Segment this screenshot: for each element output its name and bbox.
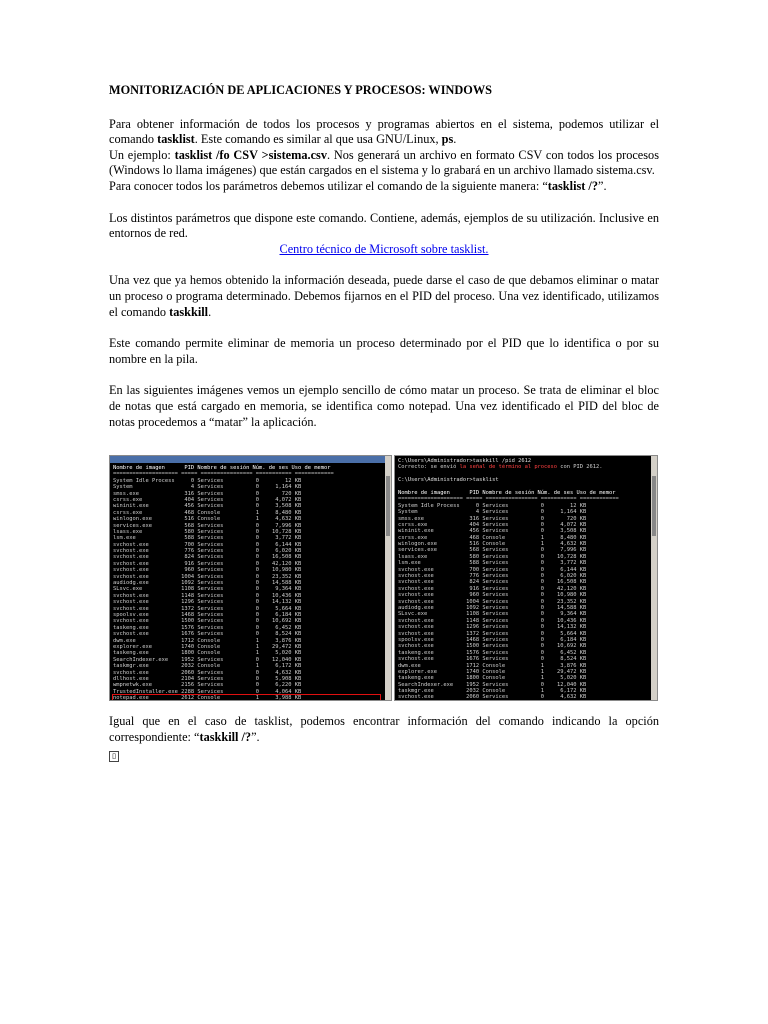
console-divider: ==================== ===== ================ =========== ============ [113,471,334,478]
process-row: svchost.exe 1296 Services 0 14,132 KB [398,624,587,631]
process-row: lsm.exe 588 Services 0 3,772 KB [398,560,587,567]
console-header: Nombre de imagen PID Nombre de sesión Núm. de ses Uso de memor [113,465,331,471]
process-row: SLsvc.exe 1108 Services 0 9,364 KB [398,611,587,618]
paragraph-example-kill: En las siguientes imágenes vemos un ejemplo sencillo de cómo matar un proceso. Se trata de eliminar el bloc de notas que está cargado en memoria, se identifica como notepad. Una vez identificado el PID del bloc de notas procedemos a “matar” la aplicación. [109,383,659,429]
cmd-tasklist: tasklist [157,132,195,147]
process-row: taskmgr.exe 2032 Console 1 6,172 KB [398,688,587,695]
console-scrollbar[interactable] [651,456,657,700]
paragraph-taskkill-help: Igual que en el caso de tasklist, podemos encontrar información del comando indicando la opción correspondiente: “taskkill /?”. [109,714,659,744]
console-cmd-tasklist: C:\Users\Administrador>tasklist [398,477,499,484]
paragraph-taskkill-desc: Este comando permite eliminar de memoria un proceso determinado por el PID que lo identifica o por su nombre en la pila. [109,336,659,366]
process-row: services.exe 568 Services 0 7,996 KB [398,547,587,554]
process-row: smss.exe 316 Services 0 720 KB [113,490,302,497]
console-success-line: Correcto: se envió la señal de término al proceso con PID 2612. [398,464,603,471]
console-cmd-taskkill: C:\Users\Administrador>taskkill /pid 2612 [398,458,532,464]
document-body [109,83,659,430]
screenshots [109,455,658,701]
console-scroll-thumb[interactable] [386,476,390,536]
console-scrollbar[interactable] [385,456,391,700]
microsoft-tasklist-link[interactable]: Centro técnico de Microsoft sobre tasklist. [279,241,489,256]
process-row: csrss.exe 404 Services 0 4,072 KB [398,521,587,528]
process-row: SearchIndexer.exe 1952 Services 0 12,040 KB [113,656,302,663]
process-row: TrustedInstaller.exe 2288 Services 0 4,064 KB [113,688,302,695]
process-row: csrss.exe 468 Console 1 8,480 KB [113,509,302,516]
cmd-taskkill: taskkill [169,304,209,319]
paragraph-example: Un ejemplo: tasklist /fo CSV >sistema.csv. Nos generará un archivo en formato CSV con todos los procesos (Windows lo llama imágenes) que están cargados en el sistema y lo grabará en un archivo llamado sistema.csv. [109,147,659,178]
process-row: SLsvc.exe 1108 Services 0 9,364 KB [113,586,302,593]
process-row: csrss.exe 404 Services 0 4,072 KB [113,496,302,503]
console-screenshot-after [394,455,658,701]
process-row: svchost.exe 1372 Services 0 5,664 KB [398,630,587,637]
process-row: dwm.exe 1712 Console 1 3,876 KB [398,662,587,669]
process-row: lsm.exe 588 Services 0 3,772 KB [113,535,302,542]
process-row: explorer.exe 1740 Console 1 29,472 KB [113,643,302,650]
process-row: svchost.exe 824 Services 0 16,508 KB [113,554,302,561]
document-title: MONITORIZACIÓN DE APLICACIONES Y PROCESOS: WINDOWS [109,83,492,97]
process-row: System 4 Services 0 1,164 KB [398,509,587,516]
process-row: audiodg.exe 1092 Services 0 14,588 KB [398,604,587,611]
process-row: wmpnetwk.exe 2156 Services 0 6,220 KB [113,682,302,689]
process-row: svchost.exe 1004 Services 0 23,352 KB [398,598,587,605]
process-row: taskeng.exe 1576 Services 0 6,452 KB [398,649,587,656]
process-row: System Idle Process 0 Services 0 12 KB [398,502,587,509]
process-row: svchost.exe 1148 Services 0 10,436 KB [113,592,302,599]
process-row: notepad.exe 2612 Console 1 3,988 KB [113,695,302,701]
process-row: svchost.exe 1500 Services 0 10,692 KB [398,643,587,650]
process-row: svchost.exe 700 Services 0 6,144 KB [398,566,587,573]
process-row: svchost.exe 1372 Services 0 5,664 KB [113,605,302,612]
process-row: spoolsv.exe 1468 Services 0 6,184 KB [398,636,587,643]
cmd-ps: ps [441,132,454,147]
console-divider: ==================== ===== ================ =========== ============ [398,496,619,503]
process-row: System 4 Services 0 1,164 KB [113,484,302,491]
process-row: svchost.exe 1676 Services 0 8,524 KB [113,631,302,638]
process-row: dllhost.exe 2104 Services 0 5,908 KB [113,675,302,682]
process-row: winlogon.exe 516 Console 1 4,632 KB [113,516,302,523]
link-line [109,242,659,258]
process-row: taskeng.exe 1800 Console 1 5,020 KB [113,650,302,657]
process-row: svchost.exe 1500 Services 0 10,692 KB [113,618,302,625]
process-row: svchost.exe 824 Services 0 16,508 KB [398,579,587,586]
process-row: svchost.exe 1148 Services 0 10,436 KB [398,617,587,624]
process-row: wininit.exe 456 Services 0 3,508 KB [398,528,587,535]
paragraph-params: Para conocer todos los parámetros debemos utilizar el comando de la siguiente manera: “tasklist /?”. [109,178,607,193]
highlight-success-text: la señal de término al proceso [459,464,558,471]
process-row: svchost.exe 776 Services 0 6,020 KB [113,548,302,555]
process-row: svchost.exe 2060 Services 0 4,632 KB [398,694,587,701]
process-row: wininit.exe 456 Services 0 3,508 KB [113,503,302,510]
process-row: svchost.exe 916 Services 0 42,120 KB [398,585,587,592]
paragraph-kill-intro: Una vez que ya hemos obtenido la información deseada, puede darse el caso de que debamos eliminar o matar un proceso o programa determinado. Debemos fijarnos en el PID del proceso. Una vez identificado, utilizamos el comando taskkill. [109,273,659,319]
embedded-object-icon[interactable]: ▯ [109,751,119,762]
cmd-tasklist-csv: tasklist /fo CSV >sistema.csv [174,147,327,162]
process-row: svchost.exe 2060 Services 0 4,632 KB [113,669,302,676]
process-row: svchost.exe 1004 Services 0 23,352 KB [113,573,302,580]
process-row: svchost.exe 776 Services 0 6,020 KB [398,573,587,580]
process-row: svchost.exe 1296 Services 0 14,132 KB [113,599,302,606]
console-screenshot-before [109,455,392,701]
console-scroll-thumb[interactable] [652,476,656,536]
process-row: explorer.exe 1740 Console 1 29,472 KB [398,668,587,675]
process-row: lsass.exe 580 Services 0 10,728 KB [398,553,587,560]
console-header: Nombre de imagen PID Nombre de sesión Núm. de ses Uso de memor [398,489,616,496]
process-row: svchost.exe 960 Services 0 10,980 KB [113,567,302,574]
process-row: taskmgr.exe 2032 Console 1 6,172 KB [113,663,302,670]
process-row: csrss.exe 468 Console 1 8,480 KB [398,534,587,541]
process-row: svchost.exe 700 Services 0 6,144 KB [113,541,302,548]
process-row: winlogon.exe 516 Console 1 4,632 KB [398,541,587,548]
console-titlebar [110,456,391,463]
paragraph-intro: Para obtener información de todos los procesos y programas abiertos en el sistema, podemos utilizar el comando tasklist. Este comando es similar al que usa GNU/Linux, ps. [109,116,659,147]
process-row: svchost.exe 1676 Services 0 8,524 KB [398,656,587,663]
cmd-tasklist-help: tasklist /? [547,178,599,193]
process-row: spoolsv.exe 1468 Services 0 6,184 KB [113,611,302,618]
process-row: audiodg.exe 1092 Services 0 14,588 KB [113,580,302,587]
process-row: taskeng.exe 1576 Services 0 6,452 KB [113,624,302,631]
process-row: svchost.exe 916 Services 0 42,120 KB [113,560,302,567]
process-row: lsass.exe 580 Services 0 10,728 KB [113,528,302,535]
paragraph-parameters-info: Los distintos parámetros que dispone este comando. Contiene, además, ejemplos de su utilización. Inclusive en entornos de red. [109,210,659,241]
cmd-taskkill-help: taskkill /? [199,729,252,744]
process-row: taskeng.exe 1800 Console 1 5,020 KB [398,675,587,682]
process-row: dwm.exe 1712 Console 1 3,876 KB [113,637,302,644]
process-row: smss.exe 316 Services 0 720 KB [398,515,587,522]
process-row: services.exe 568 Services 0 7,996 KB [113,522,302,529]
process-row: svchost.exe 960 Services 0 10,980 KB [398,592,587,599]
process-row: System Idle Process 0 Services 0 12 KB [113,477,302,484]
process-row: SearchIndexer.exe 1952 Services 0 12,040 KB [398,681,587,688]
